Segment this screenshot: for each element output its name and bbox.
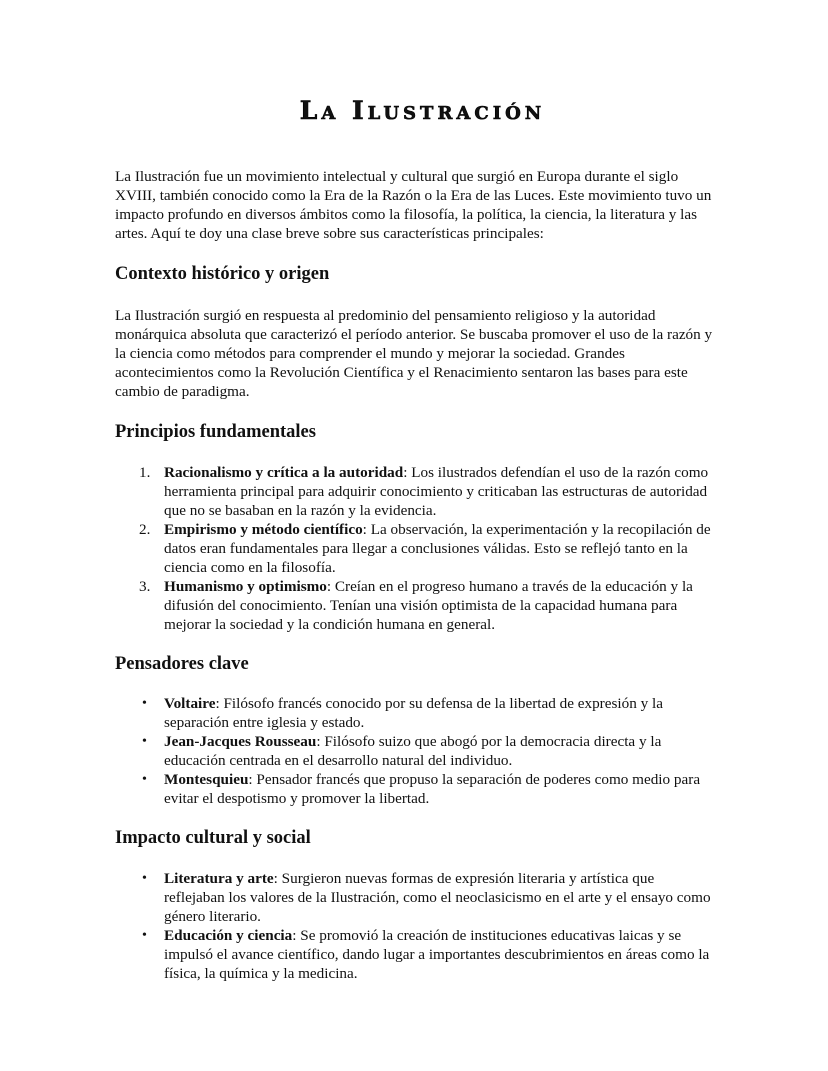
bullet-icon: • (142, 928, 147, 943)
bullet-icon: • (142, 772, 147, 787)
item-term: Racionalismo y crítica a la autoridad (164, 464, 404, 481)
item-term: Empirismo y método científico (164, 521, 363, 538)
item-text: : Los ilustrados defendían el uso de la razón como herramienta principal para adquirir conocimiento y criticaban las estructuras de autoridad que no se basaban en la razón y la evidencia. (164, 464, 709, 519)
item-text: : Surgieron nuevas formas de expresión literaria y artística que reflejaban los valores de la Ilustración, como el neoclasicismo en el arte y el ensayo como género literario. (164, 870, 711, 925)
item-text: : Pensador francés que propuso la separación de poderes como medio para evitar el despotismo y promover la libertad. (164, 771, 701, 807)
section-heading-principios: Principios fundamentales (115, 422, 316, 442)
list-item (115, 520, 715, 577)
list-number: 2. (139, 521, 151, 538)
list-item (115, 869, 715, 926)
contexto-paragraph: La Ilustración surgió en respuesta al predominio del pensamiento religioso y la autoridad monárquica absoluta que caracterizó el período anterior. Se buscaba promover el uso de la razón y la ciencia como métodos para comprender el mundo y mejorar la sociedad. Grandes acontecimientos como la Revolución Científica y el Renacimiento sentaron las bases para este cambio de paradigma. (115, 307, 713, 400)
bullet-icon: • (142, 696, 147, 711)
list-item (115, 463, 715, 520)
section-heading-pensadores: Pensadores clave (115, 654, 249, 674)
list-item (115, 770, 715, 808)
section-heading-impacto: Impacto cultural y social (115, 828, 311, 848)
item-term: Humanismo y optimismo (164, 578, 327, 595)
item-term: Montesquieu (164, 771, 249, 788)
list-item (115, 926, 715, 983)
intro-paragraph: La Ilustración fue un movimiento intelectual y cultural que surgió en Europa durante el siglo XVIII, también conocido como la Era de la Razón o la Era de las Luces. Este movimiento tuvo un impacto profundo en diversos ámbitos como la filosofía, la política, la ciencia, la literatura y las artes. Aquí te doy una clase breve sobre sus características principales: (115, 168, 712, 242)
item-term: Literatura y arte (164, 870, 274, 887)
item-term: Educación y ciencia (164, 927, 293, 944)
item-text: : La observación, la experimentación y la recopilación de datos eran fundamentales para llegar a conclusiones válidas. Esto se reflejó tanto en la ciencia como en la filosofía. (164, 521, 711, 576)
bullet-icon: • (142, 734, 147, 749)
document-page (115, 96, 715, 983)
bullet-icon: • (142, 871, 147, 886)
list-item (115, 577, 715, 634)
list-number: 1. (139, 464, 151, 481)
item-text: : Creían en el progreso humano a través de la educación y la difusión del conocimiento. Tenían una visión optimista de la capacidad humana para mejorar la sociedad y la condición humana en general. (164, 578, 693, 633)
list-number: 3. (139, 578, 151, 595)
item-text: : Filósofo francés conocido por su defensa de la libertad de expresión y la separación entre iglesia y estado. (164, 695, 663, 731)
list-item (115, 732, 715, 770)
document-title: La Ilustración (299, 96, 546, 125)
pensadores-list (115, 694, 715, 808)
item-term: Jean-Jacques Rousseau (164, 733, 317, 750)
item-text: : Se promovió la creación de instituciones educativas laicas y se impulsó el avance científico, dando lugar a importantes descubrimientos en áreas como la física, la química y la medicina. (164, 927, 710, 982)
impacto-list (115, 869, 715, 983)
item-text: : Filósofo suizo que abogó por la democracia directa y la educación centrada en el desarrollo natural del individuo. (164, 733, 662, 769)
principios-list (115, 463, 715, 634)
item-term: Voltaire (164, 695, 216, 712)
list-item (115, 694, 715, 732)
section-heading-contexto: Contexto histórico y origen (115, 264, 330, 284)
